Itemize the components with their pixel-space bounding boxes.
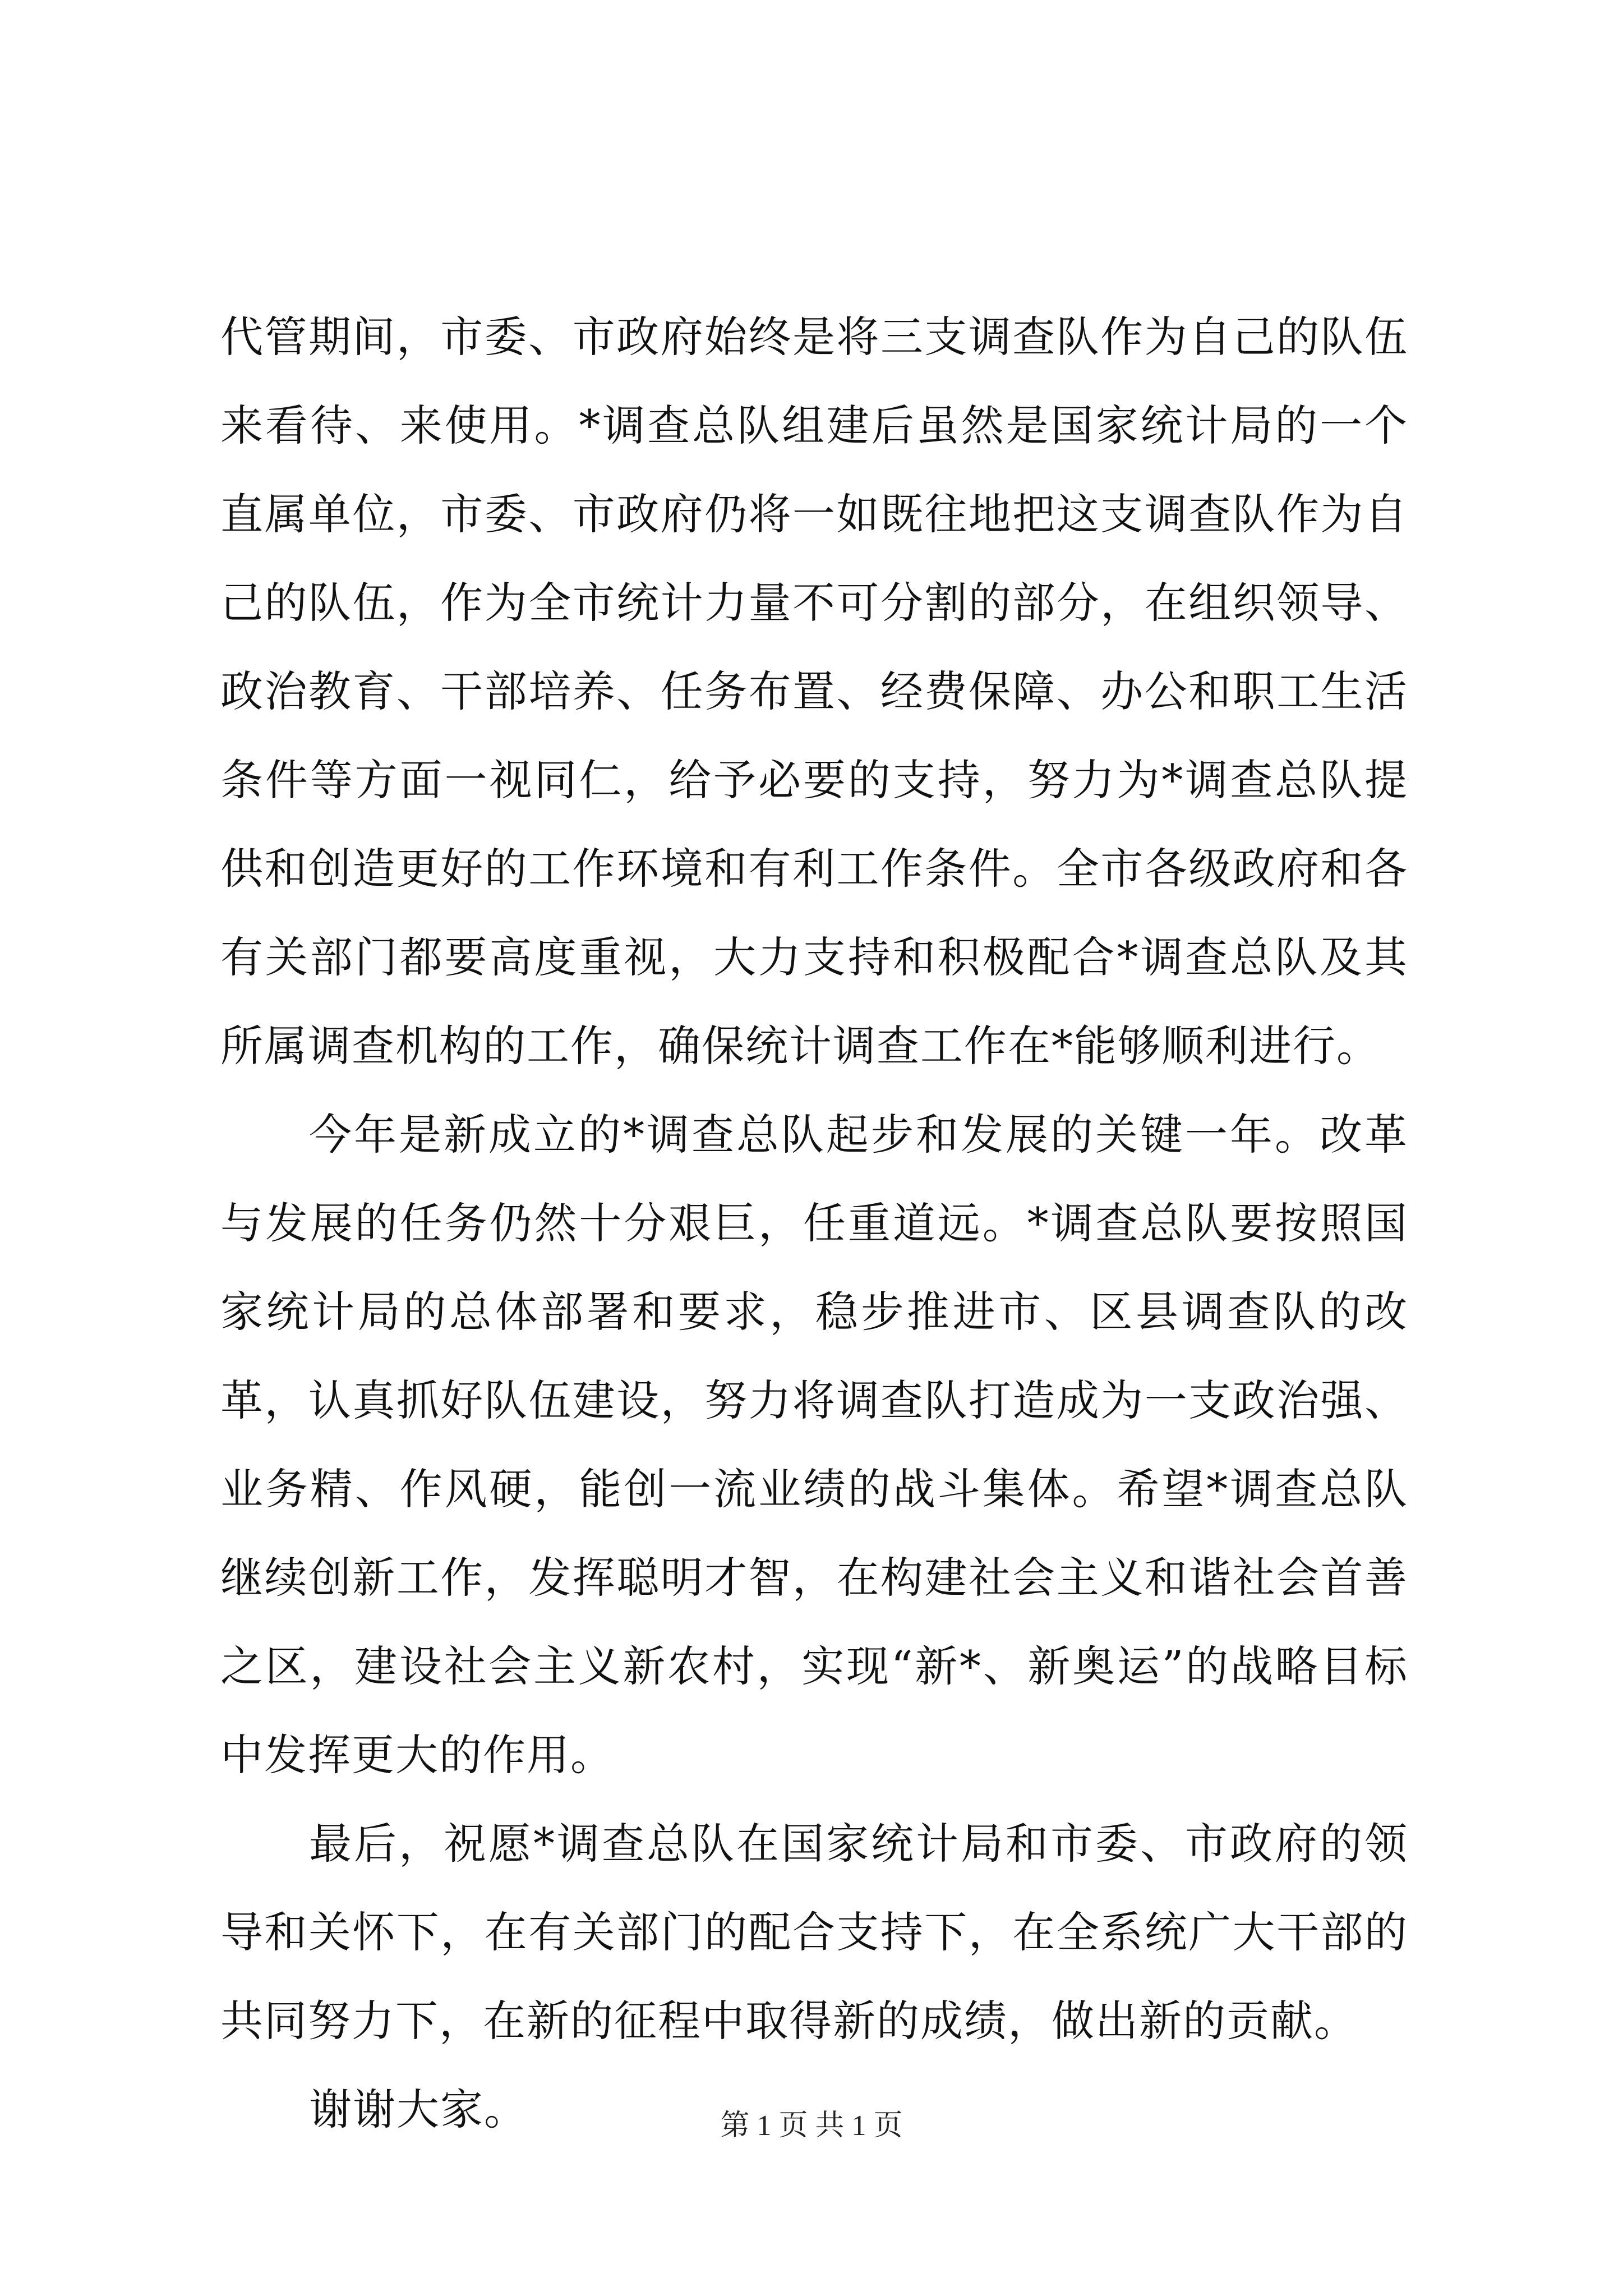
paragraph-thanks: 谢谢大家。 <box>309 2085 528 2134</box>
paragraph-continuation: 代管期间，市委、市政府始终是将三支调查队作为自己的队伍来看待、来使用。*调查总队组建后虽然是国家统计局的一个直属单位，市委、市政府仍将一如既往地把这支调查队作为自己的队伍，作为全市统计力量不可分割的部分，在组织领导、政治教育、干部培养、任务布置、经费保障、办公和职工生活条件等方面一视同仁，给予必要的支持，努力为*调查总队提供和创造更好的工作环境和有利工作条件。全市各级政府和各有关部门都要高度重视，大力支持和积极配合*调查总队及其所属调查机构的工作，确保统计调查工作在*能够顺利进行。 <box>220 312 1408 1071</box>
page-number-footer: 第 1 页 共 1 页 <box>720 2110 903 2142</box>
paragraph-closing-wish: 最后，祝愿*调查总队在国家统计局和市委、市政府的领导和关怀下，在有关部门的配合支持下，在全系统广大干部的共同努力下，在新的征程中取得新的成绩，做出新的贡献。 <box>220 1819 1408 2046</box>
document-body <box>220 293 1408 2154</box>
paragraph-this-year: 今年是新成立的*调查总队起步和发展的关键一年。改革与发展的任务仍然十分艰巨，任重道远。*调查总队要按照国家统计局的总体部署和要求，稳步推进市、区县调查队的改革，认真抓好队伍建设，努力将调查队打造成为一支政治强、业务精、作风硬，能创一流业绩的战斗集体。希望*调查总队继续创新工作，发挥聪明才智，在构建社会主义和谐社会首善之区，建设社会主义新农村，实现“新*、新奥运”的战略目标中发挥更大的作用。 <box>220 1110 1408 1780</box>
